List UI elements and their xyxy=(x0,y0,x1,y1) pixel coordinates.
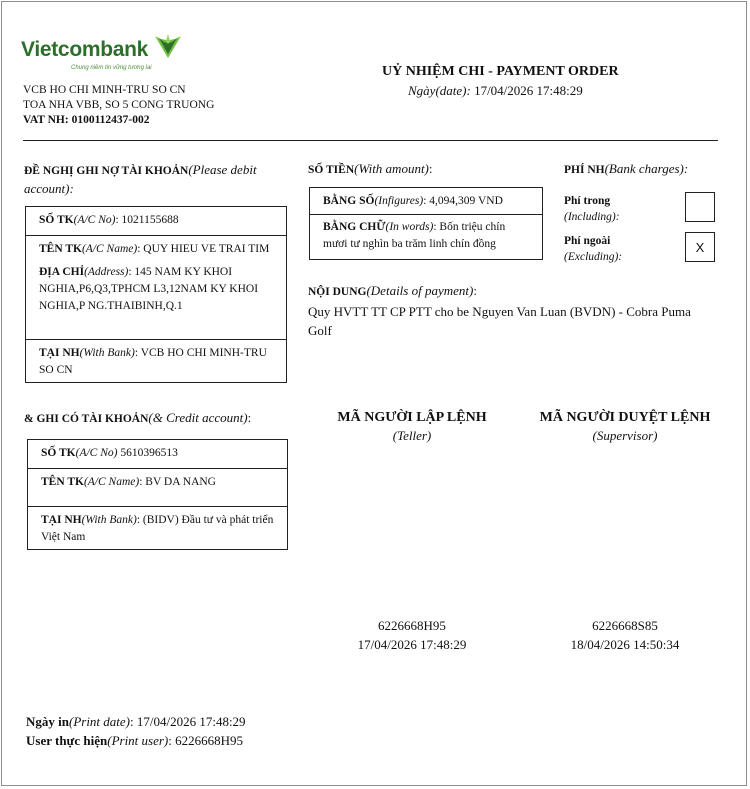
supervisor-code: 6226668S85 xyxy=(592,618,658,633)
debit-address-value: : 145 NAM KY KHOI NGHIA,P6,Q3,TPHCM L3,12NAM KY KHOI NGHIA,P NG.THAIBINH,Q.1 xyxy=(39,266,259,312)
teller-code: 6226668H95 xyxy=(378,618,446,633)
teller-time: 17/04/2026 17:48:29 xyxy=(357,637,467,652)
credit-bank-value: : (BIDV) Đầu tư và phát triển Việt Nam xyxy=(41,514,274,543)
payment-order-document xyxy=(1,1,747,786)
print-info xyxy=(26,712,246,750)
debit-acno-row: SỐ TK(A/C No): 1021155688 xyxy=(39,214,179,226)
amount-figures-value: : 4,094,309 VND xyxy=(423,195,503,207)
charges-including-label: Phí trong (Including): xyxy=(564,195,620,223)
credit-acno-value: 5610396513 xyxy=(117,447,178,459)
credit-account-box xyxy=(27,439,288,550)
amount-words-value: : Bốn triệu chín mươi tư nghìn ba trăm linh chín đồng xyxy=(323,221,506,250)
debit-account-box xyxy=(25,206,287,383)
debit-bank-value: : VCB HO CHI MINH-TRU SO CN xyxy=(39,347,267,376)
teller-block xyxy=(312,410,512,444)
details-text: Quy HVTT TT CP PTT cho be Nguyen Van Luan (BVDN) - Cobra Puma Golf xyxy=(308,304,691,338)
credit-bank-row: TẠI NH(With Bank): (BIDV) Đầu tư và phát triển Việt Nam xyxy=(28,506,287,550)
amount-words-row: BẰNG CHỮ(In words): Bốn triệu chín mươi tư nghìn ba trăm linh chín đồng xyxy=(310,214,542,260)
header-divider xyxy=(23,140,718,141)
vietcombank-logo xyxy=(21,38,152,71)
document-date xyxy=(408,83,583,99)
amount-box xyxy=(309,187,543,260)
charges-section-title: PHÍ NH(Bank charges): xyxy=(564,161,689,176)
credit-section-title: & GHI CÓ TÀI KHOẢN(& Credit account): xyxy=(24,410,252,425)
logo-emblem-icon xyxy=(153,34,183,60)
debit-name-address-row: TÊN TK(A/C Name): QUY HIEU VE TRAI TIM ĐỊA CHỈ(Address): 145 NAM KY KHOI NGHIA,P6,Q3,TPHCM L3,12NAM KY KHOI NGHIA,P NG.THAIBINH,Q.1 xyxy=(26,235,286,339)
print-date: Ngày in(Print date): 17/04/2026 17:48:29 xyxy=(26,714,246,729)
credit-name-row: TÊN TK(A/C Name): BV DA NANG xyxy=(28,468,287,506)
date-value: 17/04/2026 17:48:29 xyxy=(474,83,583,98)
vat-number: VAT NH: 0100112437-002 xyxy=(23,114,150,126)
logo-slogan: Chung niềm tin vững tương lai xyxy=(71,65,152,71)
amount-figures-row: BẰNG SỐ(Infigures): 4,094,309 VND xyxy=(323,195,503,207)
debit-acno-value: : 1021155688 xyxy=(115,214,179,226)
supervisor-signature xyxy=(525,616,725,654)
debit-section-title: ĐỀ NGHỊ GHI NỢ TÀI KHOẢN(Please debit account): xyxy=(24,162,257,196)
supervisor-title: MÃ NGƯỜI DUYỆT LỆNH xyxy=(539,410,711,425)
branch-name: VCB HO CHI MINH-TRU SO CN xyxy=(23,84,186,96)
credit-acno-row: SỐ TK(A/C No) 5610396513 xyxy=(41,447,178,459)
teller-subtitle: (Teller) xyxy=(392,428,432,443)
charges-including-checkbox[interactable] xyxy=(685,192,715,222)
details-section-title: NỘI DUNG(Details of payment): xyxy=(308,283,477,298)
supervisor-time: 18/04/2026 14:50:34 xyxy=(570,637,680,652)
charges-excluding-checkbox[interactable]: X xyxy=(685,232,715,262)
debit-bank-row: TẠI NH(With Bank): VCB HO CHI MINH-TRU SO CN xyxy=(26,339,286,383)
print-date-value: : 17/04/2026 17:48:29 xyxy=(130,714,246,729)
teller-title: MÃ NGƯỜI LẬP LỆNH xyxy=(337,410,487,425)
teller-signature xyxy=(312,616,512,654)
branch-address: TOA NHA VBB, SO 5 CONG TRUONG xyxy=(23,99,215,111)
supervisor-subtitle: (Supervisor) xyxy=(592,428,658,443)
document-title: UỶ NHIỆM CHI - PAYMENT ORDER xyxy=(382,64,619,79)
print-user-value: : 6226668H95 xyxy=(168,733,244,748)
logo-wordmark: Vietcombank xyxy=(21,38,149,61)
amount-section-title: SỐ TIỀN(With amount): xyxy=(308,161,433,176)
print-user: User thực hiện(Print user): 6226668H95 xyxy=(26,733,244,748)
bank-info xyxy=(23,83,214,128)
supervisor-block xyxy=(525,410,725,444)
charges-excluding-label: Phí ngoài (Excluding): xyxy=(564,235,623,263)
date-label: Ngày(date): xyxy=(408,83,471,98)
credit-name-value: : BV DA NANG xyxy=(139,476,216,488)
debit-name-value: : QUY HIEU VE TRAI TIM xyxy=(137,243,270,255)
